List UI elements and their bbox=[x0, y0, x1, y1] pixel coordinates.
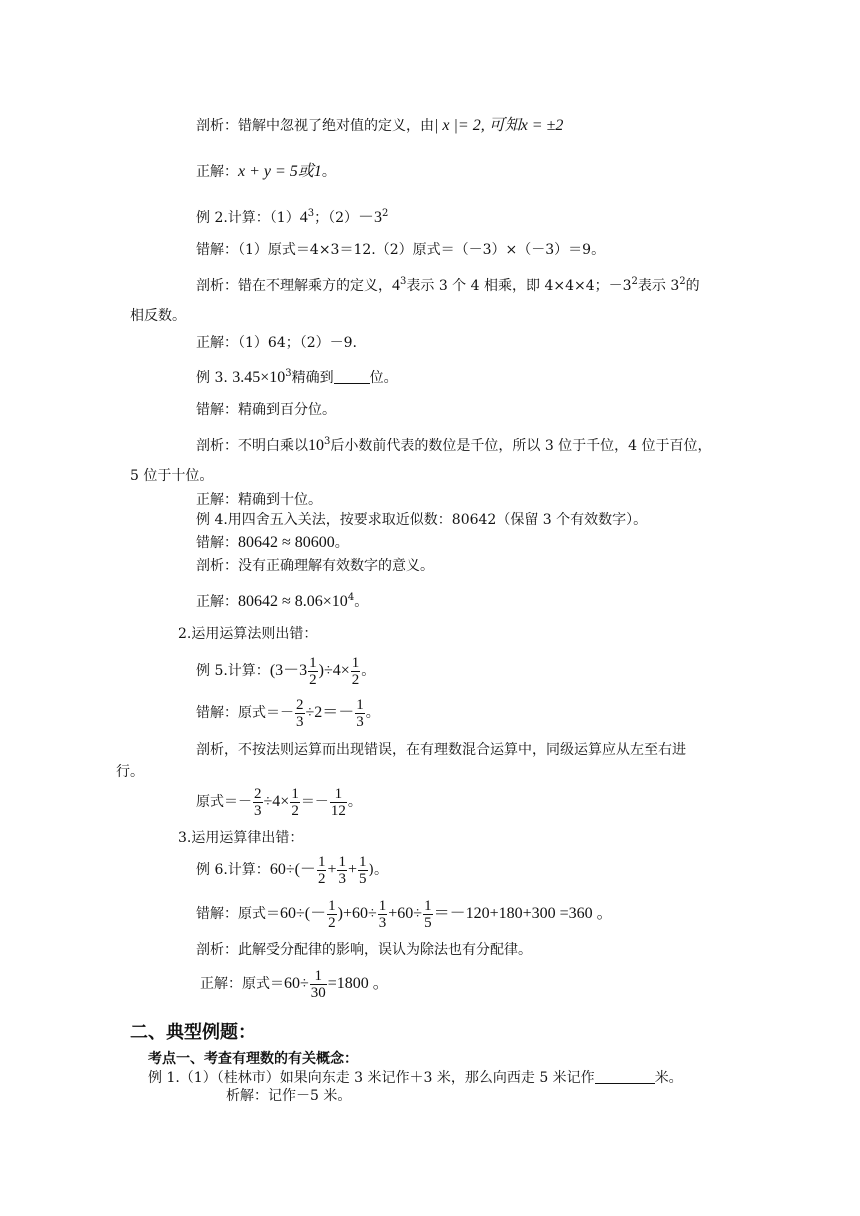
correct-line-3: 正解：精确到十位。 bbox=[196, 492, 322, 508]
wrong-line-5: 错解：原式＝－ $\frac{2}{3}$ ÷2＝－ $\frac{1}{3}$ 。 bbox=[196, 696, 380, 730]
analysis-line-5: 剖析，不按法则运算而出现错误，在有理数混合运算中，同级运算应从左至右进 bbox=[196, 742, 686, 758]
analysis-line-4: 剖析：没有正确理解有效数字的意义。 bbox=[196, 558, 434, 574]
answer-blank bbox=[334, 369, 370, 384]
fraction: $\frac{2}{3}$ bbox=[254, 785, 262, 819]
correct-line-1: 正解：x + y = 5或1。 bbox=[196, 163, 336, 180]
correct-line-2: 正解：（1）64；（2）－9. bbox=[196, 335, 357, 351]
fraction: $\frac{1}{3}$ bbox=[356, 696, 364, 730]
subsection-2-heading: 2.运用运算法则出错： bbox=[178, 626, 318, 642]
example-3-line: 例 3. $3.45\times 10^3$精确到 位。 bbox=[196, 368, 398, 386]
example-1-line: 例 1.（1）（桂林市）如果向东走 3 米记作＋3 米，那么向西走 5 米记作 米。 bbox=[148, 1070, 683, 1086]
section-heading: 二、典型例题： bbox=[130, 1022, 256, 1043]
fraction: $\frac{1}{2}$ bbox=[309, 654, 317, 688]
topic-heading: 考点一、考查有理数的有关概念： bbox=[148, 1051, 358, 1067]
analysis-line-3-cont: 5 位于十位。 bbox=[130, 468, 214, 484]
example-2-line: 例 2.计算：$(1)4^3$；$(2)-3^2$ bbox=[196, 208, 389, 226]
wrong-line-4: 错解：80642 ≈ 80600。 bbox=[196, 534, 349, 551]
analysis-line-3: 剖析：不明白乘以$10^3$后小数前代表的数位是千位，所以 3 位于千位，4 位于百位， bbox=[196, 436, 712, 454]
analysis-line-2-cont: 相反数。 bbox=[130, 308, 186, 324]
analysis-line-6: 剖析：此解受分配律的影响，误认为除法也有分配律。 bbox=[196, 942, 532, 958]
fraction: $\frac{1}{2}$ bbox=[291, 785, 299, 819]
fraction: $\frac{1}{12}$ bbox=[330, 785, 346, 819]
fraction: $\frac{1}{5}$ bbox=[424, 897, 432, 931]
analysis-line-2: 剖析：错在不理解乘方的定义，$4^3$表示 3 个 4 相乘，即 4×4×4；$-3^2$表示 $3^2$的 bbox=[196, 276, 700, 294]
fraction: $\frac{1}{30}$ bbox=[310, 967, 326, 1001]
solution-line-1: 析解：记作－5 米。 bbox=[226, 1088, 352, 1104]
fraction: $\frac{1}{5}$ bbox=[359, 853, 367, 887]
correct-line-6: 正解：原式＝60÷ $\frac{1}{30}$ =1800 。 bbox=[200, 967, 389, 1001]
example-4-line: 例 4.用四舍五入关法，按要求取近似数：80642（保留 3 个有效数字）。 bbox=[196, 512, 648, 528]
fraction: $\frac{1}{2}$ bbox=[328, 897, 336, 931]
analysis-line-5-cont: 行。 bbox=[116, 764, 144, 780]
wrong-line-3: 错解：精确到百分位。 bbox=[196, 402, 336, 418]
subsection-3-heading: 3.运用运算律出错： bbox=[178, 830, 304, 846]
correct-line-4: 正解：$80642 \approx 8.06\times 10^4$。 bbox=[196, 592, 369, 610]
wrong-line-2: 错解：（1）原式＝4×3＝12.（2）原式＝（－3）×（－3）＝9。 bbox=[196, 242, 606, 258]
correct-line-5: 原式＝－ $\frac{2}{3}$ ÷4× $\frac{1}{2}$ ＝－ $\frac{1}{12}$ 。 bbox=[196, 785, 362, 819]
example-6-line: 例 6.计算：60÷(－ $\frac{1}{2}$ + $\frac{1}{3}$ + $\frac{1}{5}$ )。 bbox=[196, 853, 388, 887]
analysis-line-1: 剖析：错解中忽视了绝对值的定义，由| x |= 2, 可知x = ±2 bbox=[196, 117, 564, 134]
fraction: $\frac{1}{2}$ bbox=[317, 853, 326, 887]
answer-blank bbox=[595, 1069, 655, 1084]
wrong-line-6: 错解：原式＝60÷(－ $\frac{1}{2}$ )+60÷ $\frac{1}{3}$ +60÷ $\frac{1}{5}$ ＝－120+180+300 =360 。 bbox=[196, 897, 613, 931]
fraction: $\frac{2}{3}$ bbox=[296, 696, 304, 730]
fraction: $\frac{1}{3}$ bbox=[338, 853, 346, 887]
fraction: $\frac{1}{2}$ bbox=[351, 654, 360, 688]
example-5-line: 例 5.计算：(3－3 $\frac{1}{2}$ )÷4× $\frac{1}{2}$ 。 bbox=[196, 654, 376, 688]
fraction: $\frac{1}{3}$ bbox=[378, 897, 387, 931]
